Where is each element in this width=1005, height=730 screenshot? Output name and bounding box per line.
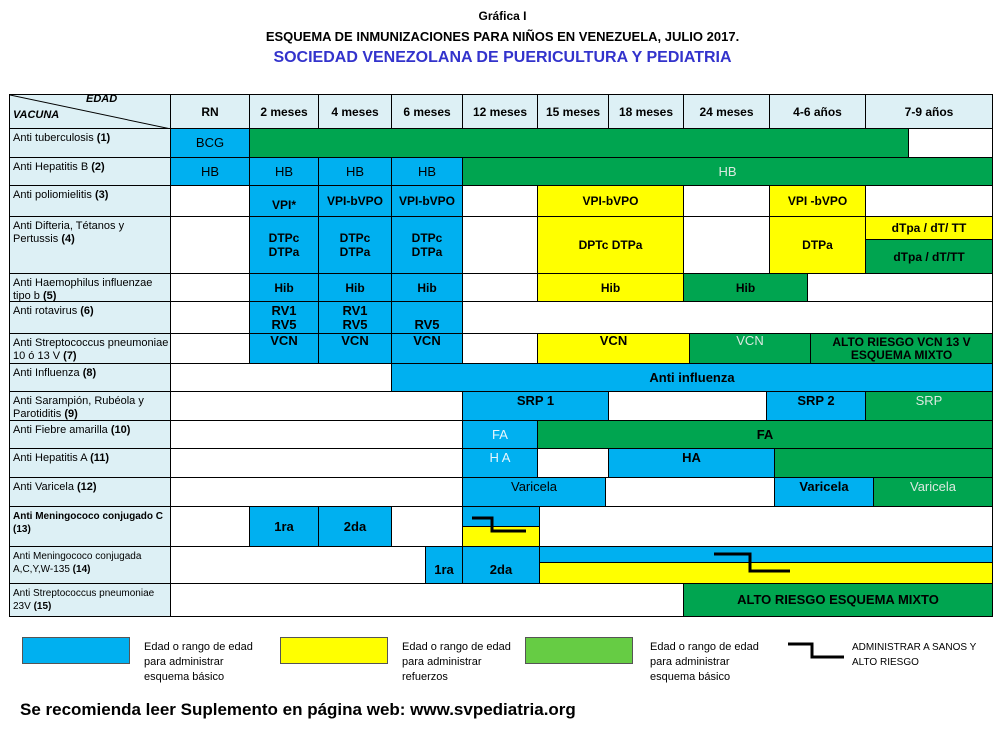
- cell-bcg: BCG: [171, 129, 250, 158]
- cell-srp1: SRP 1: [463, 392, 609, 421]
- legend-yellow-swatch: [280, 637, 388, 664]
- age-header-15m: 15 meses: [538, 95, 609, 129]
- row-label-pneumococcus-23v: Anti Streptococcus pneumoniae 23V (15): [10, 584, 171, 616]
- cell-varicela-12m: Varicela: [463, 478, 606, 507]
- cell-empty: [538, 449, 609, 478]
- cell-empty: [684, 217, 770, 274]
- age-header-4m: 4 meses: [319, 95, 392, 129]
- cell-hib-booster: Hib: [538, 274, 684, 302]
- figure-label: Gráfica I: [478, 9, 527, 23]
- administer-marker-icon: [470, 515, 530, 535]
- legend-blue-text: Edad o rango de edad para administrar esquema básico: [144, 641, 253, 683]
- age-header-rn: RN: [171, 95, 250, 129]
- cell-empty: [463, 217, 538, 274]
- society-title: SOCIEDAD VENEZOLANA DE PUERICULTURA Y PEDIATRIA: [273, 49, 732, 66]
- cell-vpi-4m: VPI-bVPO: [319, 186, 392, 217]
- age-header-4-6y: 4-6 años: [770, 95, 866, 129]
- cell-vcn-6m: VCN: [392, 334, 463, 364]
- cell-empty: [171, 274, 250, 302]
- cell-vcn-booster: VCN: [538, 334, 690, 364]
- cell-ha-12m: H A: [463, 449, 538, 478]
- age-header-24m: 24 meses: [684, 95, 770, 129]
- age-header-7-9y: 7-9 años: [866, 95, 992, 129]
- cell-anti-influenza: Anti influenza: [392, 364, 992, 392]
- cell-vpi-6m: VPI-bVPO: [392, 186, 463, 217]
- row-label-tuberculosis: Anti tuberculosis (1): [10, 129, 171, 158]
- administer-marker-icon: [712, 551, 792, 575]
- cell-empty: [171, 449, 463, 478]
- cell-empty: [808, 274, 992, 302]
- cell-empty: [463, 274, 538, 302]
- cell-empty: [609, 392, 767, 421]
- age-header-2m: 2 meses: [250, 95, 319, 129]
- cell-dtp-2m: DTPc DTPa: [250, 217, 319, 274]
- row-label-varicela: Anti Varicela (12): [10, 478, 171, 507]
- cell-varicela-7-9y: Varicela: [874, 478, 992, 507]
- cell-empty: [463, 334, 538, 364]
- cell-empty: [909, 129, 992, 158]
- cell-hb-rn: HB: [171, 158, 250, 186]
- cell-empty: [171, 421, 463, 449]
- cell-empty: [171, 392, 463, 421]
- cell-vpi-2m: VPI*: [250, 186, 319, 217]
- row-label-hepatitis-a: Anti Hepatitis A (11): [10, 449, 171, 478]
- legend-yellow-text: Edad o rango de edad para administrar refuerzos: [402, 641, 511, 683]
- cell-empty: [171, 547, 426, 584]
- cell-rv-2m: RV1 RV5: [250, 302, 319, 334]
- cell-vpi-booster: VPI-bVPO: [538, 186, 684, 217]
- cell-empty: [171, 478, 463, 507]
- legend-line-icon: [788, 641, 846, 661]
- cell-empty: [463, 186, 538, 217]
- cell-dtp-4m: DTPc DTPa: [319, 217, 392, 274]
- cell-empty: [392, 507, 463, 547]
- legend-green-text: Edad o rango de edad para administrar esquema básico: [650, 641, 759, 683]
- cell-vcn-basic: VCN: [690, 334, 811, 364]
- cell-rv-4m: RV1 RV5: [319, 302, 392, 334]
- row-label-yellow-fever: Anti Fiebre amarilla (10): [10, 421, 171, 449]
- cell-dtpa-4-6y: DTPa: [770, 217, 866, 274]
- cell-vpi-4-6y: VPI -bVPO: [770, 186, 866, 217]
- cell-menacyw-second: 2da: [463, 547, 540, 584]
- cell-menc-4m: 2da: [319, 507, 392, 547]
- cell-ha-range: HA: [609, 449, 775, 478]
- age-header-6m: 6 meses: [392, 95, 463, 129]
- cell-hib-4m: Hib: [319, 274, 392, 302]
- cell-dtp-6m: DTPc DTPa: [392, 217, 463, 274]
- cell-dtpa-7-9y-basic: dTpa / dT/TT: [866, 240, 992, 274]
- age-header-12m: 12 meses: [463, 95, 538, 129]
- header-corner: [10, 95, 171, 129]
- footer-note: Se recomienda leer Suplemento en página web: www.svpediatria.org: [20, 700, 576, 719]
- legend-blue-swatch: [22, 637, 130, 664]
- cell-empty: [171, 186, 250, 217]
- row-label-polio: Anti poliomielitis (3): [10, 186, 171, 217]
- cell-srp-basic: SRP: [866, 392, 992, 421]
- cell-hb-range: HB: [463, 158, 992, 186]
- cell-hib-basic: Hib: [684, 274, 808, 302]
- cell-empty: [171, 217, 250, 274]
- legend-green-swatch: [525, 637, 633, 664]
- cell-hb-6m: HB: [392, 158, 463, 186]
- cell-fa-range: FA: [538, 421, 992, 449]
- cell-srp2: SRP 2: [767, 392, 866, 421]
- cell-varicela-4-6y: Varicela: [775, 478, 874, 507]
- cell-hib-6m: Hib: [392, 274, 463, 302]
- cell-empty: [171, 364, 392, 392]
- cell-dtp-booster: DPTc DTPa: [538, 217, 684, 274]
- schedule-title: ESQUEMA DE INMUNIZACIONES PARA NIÑOS EN VENEZUELA, JULIO 2017.: [265, 29, 740, 44]
- row-label-srp: Anti Sarampión, Rubéola y Parotiditis (9): [10, 392, 171, 421]
- cell-vcn-4m: VCN: [319, 334, 392, 364]
- cell-empty: [540, 507, 992, 547]
- cell-menacyw-first: 1ra: [426, 547, 463, 584]
- cell-23v-high-risk: ALTO RIESGO ESQUEMA MIXTO: [684, 584, 992, 616]
- cell-empty: [171, 334, 250, 364]
- edad-label: EDAD: [86, 93, 118, 105]
- cell-hb-4m: HB: [319, 158, 392, 186]
- cell-fa-12m: FA: [463, 421, 538, 449]
- age-header-18m: 18 meses: [609, 95, 684, 129]
- cell-empty: [866, 186, 992, 217]
- cell-hb-2m: HB: [250, 158, 319, 186]
- vacuna-label: VACUNA: [13, 109, 60, 121]
- row-label-influenza: Anti Influenza (8): [10, 364, 171, 392]
- cell-empty: [684, 186, 770, 217]
- immunization-table: [9, 94, 993, 617]
- cell-ha-green: [775, 449, 992, 478]
- row-label-rotavirus: Anti rotavirus (6): [10, 302, 171, 334]
- cell-bcg-range: [250, 129, 909, 158]
- row-label-dtp: Anti Difteria, Tétanos y Pertussis (4): [10, 217, 171, 274]
- legend-line-text: ADMINISTRAR A SANOS Y ALTO RIESGO: [852, 642, 977, 668]
- cell-dtpa-7-9y-booster: dTpa / dT/ TT: [866, 217, 992, 240]
- cell-hib-2m: Hib: [250, 274, 319, 302]
- cell-empty: [171, 584, 684, 616]
- cell-vcn-high-risk: ALTO RIESGO VCN 13 V ESQUEMA MIXTO: [811, 334, 992, 364]
- cell-rv-6m: RV5: [392, 302, 463, 334]
- row-label-hib: Anti Haemophilus influenzae tipo b (5): [10, 274, 171, 302]
- cell-empty: [171, 302, 250, 334]
- row-label-meningococo-acyw: Anti Meningococo conjugada A,C,Y,W-135 (14): [10, 547, 171, 584]
- cell-empty: [463, 302, 992, 334]
- cell-menc-2m: 1ra: [250, 507, 319, 547]
- cell-vcn-2m: VCN: [250, 334, 319, 364]
- row-label-meningococo-c: Anti Meningococo conjugado C (13): [10, 507, 171, 547]
- cell-empty: [606, 478, 775, 507]
- cell-empty: [171, 507, 250, 547]
- row-label-pneumococcus: Anti Streptococcus pneumoniae 10 ó 13 V (7): [10, 334, 171, 364]
- row-label-hepatitis-b: Anti Hepatitis B (2): [10, 158, 171, 186]
